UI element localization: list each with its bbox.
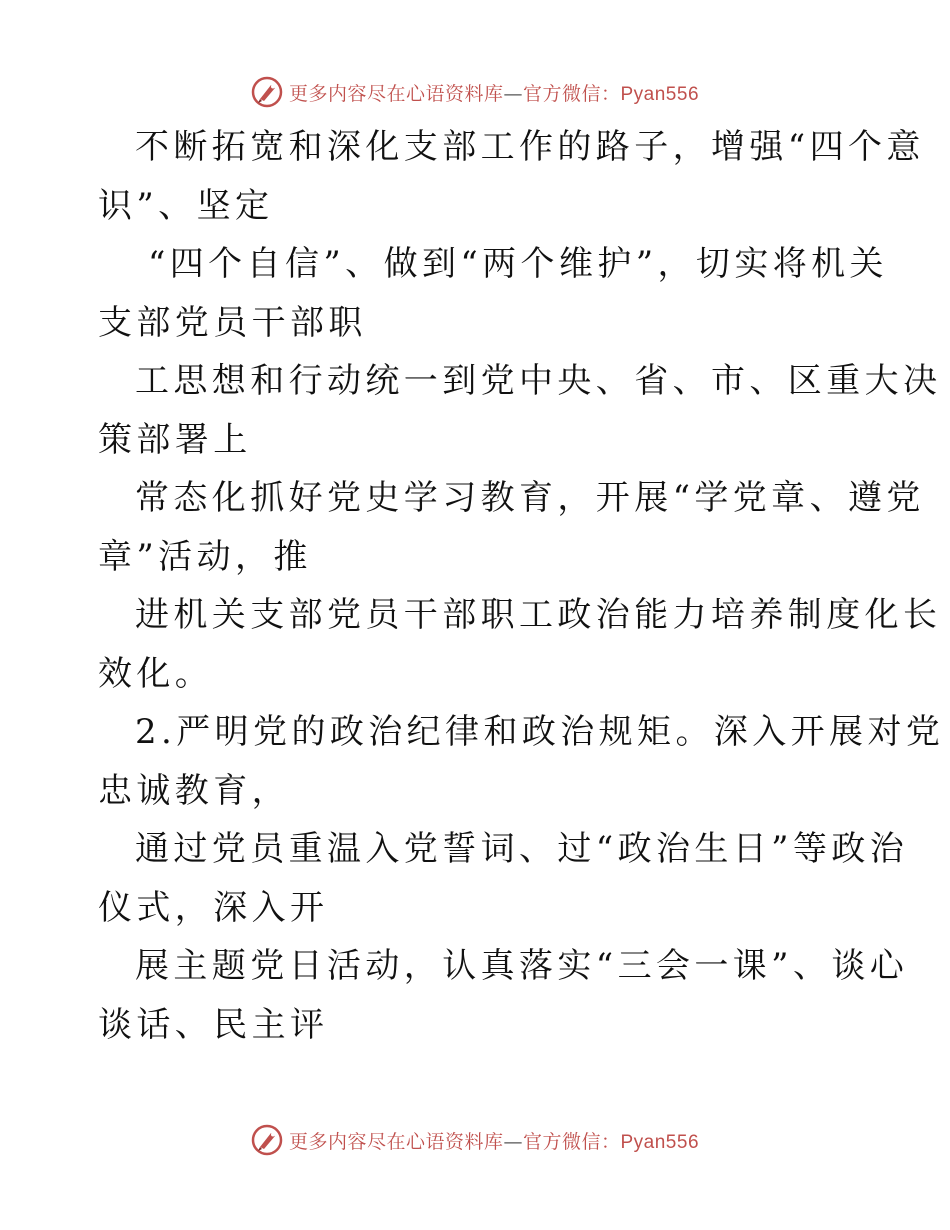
watermark-wechat-id: Pyan556 — [620, 83, 700, 105]
watermark-separator: — — [503, 82, 523, 105]
document-body — [98, 118, 945, 1054]
pen-logo-icon — [251, 76, 283, 108]
text-line: 通过党员重温入党誓词、过“政治生日”等政治 — [135, 829, 909, 869]
text-line: 策部署上 — [98, 419, 252, 460]
watermark-brand: 更多内容尽在心语资料库 — [288, 1130, 504, 1153]
text-line: 章”活动，推 — [98, 536, 312, 577]
watermark-brand: 更多内容尽在心语资料库 — [288, 82, 504, 105]
text-line: 常态化抓好党史学习教育，开展“学党章、遵党 — [135, 478, 925, 518]
text-line: 识”、坚定 — [98, 185, 274, 226]
text-line: 仪式，深入开 — [98, 887, 329, 928]
text-line: 展主题党日活动，认真落实“三会一课”、谈心 — [135, 946, 909, 986]
text-line: 谈话、民主评 — [98, 1004, 329, 1045]
watermark-text — [289, 1127, 699, 1154]
text-line: 效化。 — [98, 653, 214, 694]
text-line: 忠诚教育， — [98, 770, 290, 811]
watermark-wechat-id: Pyan556 — [620, 1131, 700, 1153]
text-line: 工思想和行动统一到党中央、省、市、区重大决 — [135, 361, 942, 401]
text-line: 2.严明党的政治纪律和政治规矩。深入开展对党 — [135, 712, 945, 752]
watermark-wechat-label: 官方微信： — [522, 82, 621, 105]
watermark-wechat-label: 官方微信： — [522, 1130, 621, 1153]
text-line: 支部党员干部职 — [98, 302, 367, 343]
watermark-separator: — — [503, 1130, 523, 1153]
pen-logo-icon — [251, 1124, 283, 1156]
header-watermark — [0, 72, 950, 112]
footer-watermark — [0, 1120, 950, 1160]
text-line: 不断拓宽和深化支部工作的路子，增强“四个意 — [135, 127, 925, 167]
watermark-text — [289, 79, 699, 106]
text-line: 进机关支部党员干部职工政治能力培养制度化长 — [135, 595, 942, 635]
text-line: “四个自信”、做到“两个维护”，切实将机关 — [148, 244, 888, 284]
